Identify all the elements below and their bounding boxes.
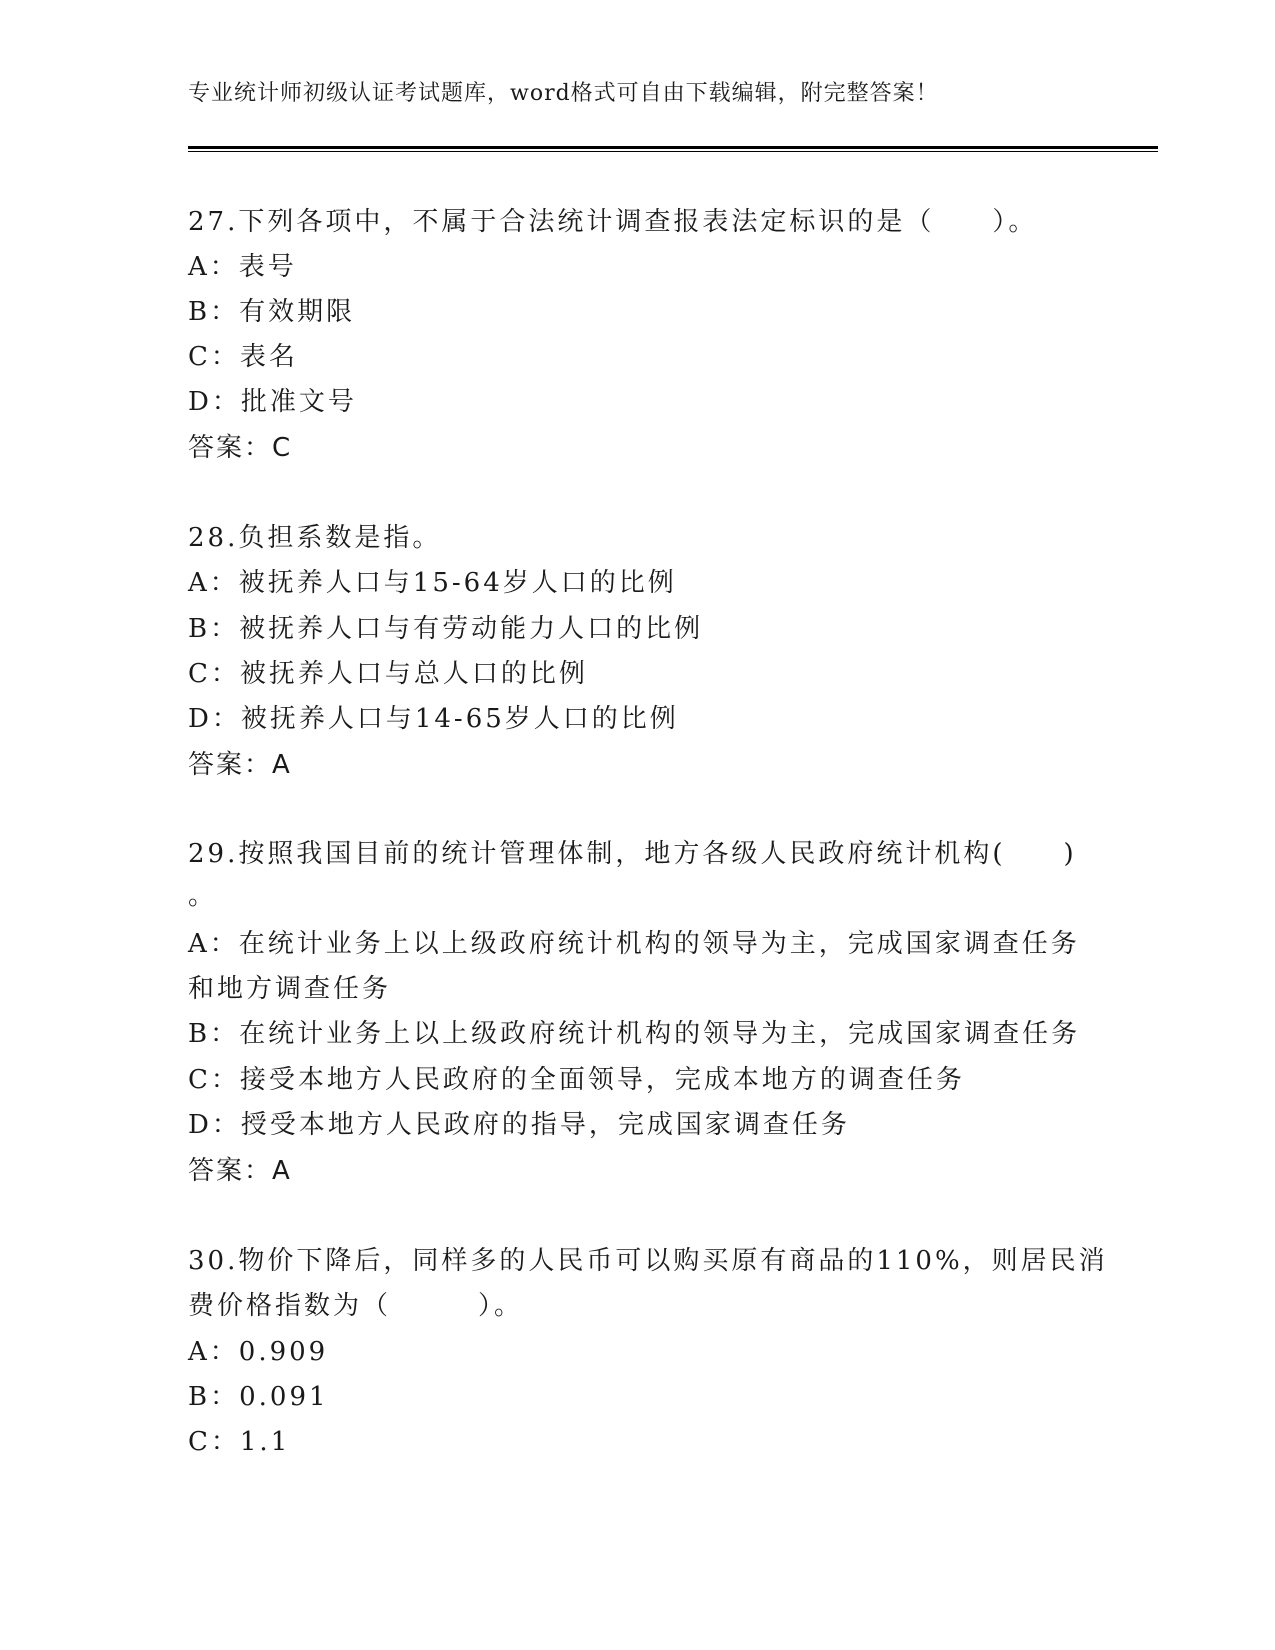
option-a: A：0.909 <box>188 1337 329 1367</box>
option-c: C：1.1 <box>188 1427 291 1457</box>
option-d: D：授受本地方人民政府的指导，完成国家调查任务 <box>188 1110 850 1140</box>
question-stem: 27.下列各项中，不属于合法统计调查报表法定标识的是（ ）。 <box>188 207 1038 237</box>
question-stem-continued: 。 <box>188 881 218 911</box>
option-a: A：被抚养人口与15-64岁人口的比例 <box>188 568 677 598</box>
option-d: D：被抚养人口与14-65岁人口的比例 <box>188 704 679 734</box>
answer: 答案：A <box>188 750 292 780</box>
answer: 答案：C <box>188 433 293 463</box>
question-stem: 28.负担系数是指。 <box>188 523 442 553</box>
question-stem: 30.物价下降后，同样多的人民币可以购买原有商品的110%，则居民消 <box>188 1246 1108 1276</box>
option-d: D：批准文号 <box>188 387 357 417</box>
header-rule-thin <box>188 151 1158 152</box>
question-stem-continued: 费价格指数为（ ）。 <box>188 1291 524 1321</box>
option-b: B：0.091 <box>188 1382 329 1412</box>
option-c: C：被抚养人口与总人口的比例 <box>188 659 588 689</box>
option-b: B：在统计业务上以上级政府统计机构的领导为主，完成国家调查任务 <box>188 1019 1081 1049</box>
option-a: A：在统计业务上以上级政府统计机构的领导为主，完成国家调查任务 <box>188 929 1080 959</box>
option-b: B：有效期限 <box>188 297 356 327</box>
option-c: C：表名 <box>188 342 298 372</box>
option-a: A：表号 <box>188 252 297 282</box>
header-rule-thick <box>188 146 1158 149</box>
page-header: 专业统计师初级认证考试题库，word格式可自由下载编辑，附完整答案！ <box>188 81 939 106</box>
question-stem: 29.按照我国目前的统计管理体制，地方各级人民政府统计机构( ) <box>188 839 1077 869</box>
answer: 答案：A <box>188 1156 292 1186</box>
option-a-continued: 和地方调查任务 <box>188 974 392 1004</box>
option-c: C：接受本地方人民政府的全面领导，完成本地方的调查任务 <box>188 1065 965 1095</box>
option-b: B：被抚养人口与有劳动能力人口的比例 <box>188 614 704 644</box>
